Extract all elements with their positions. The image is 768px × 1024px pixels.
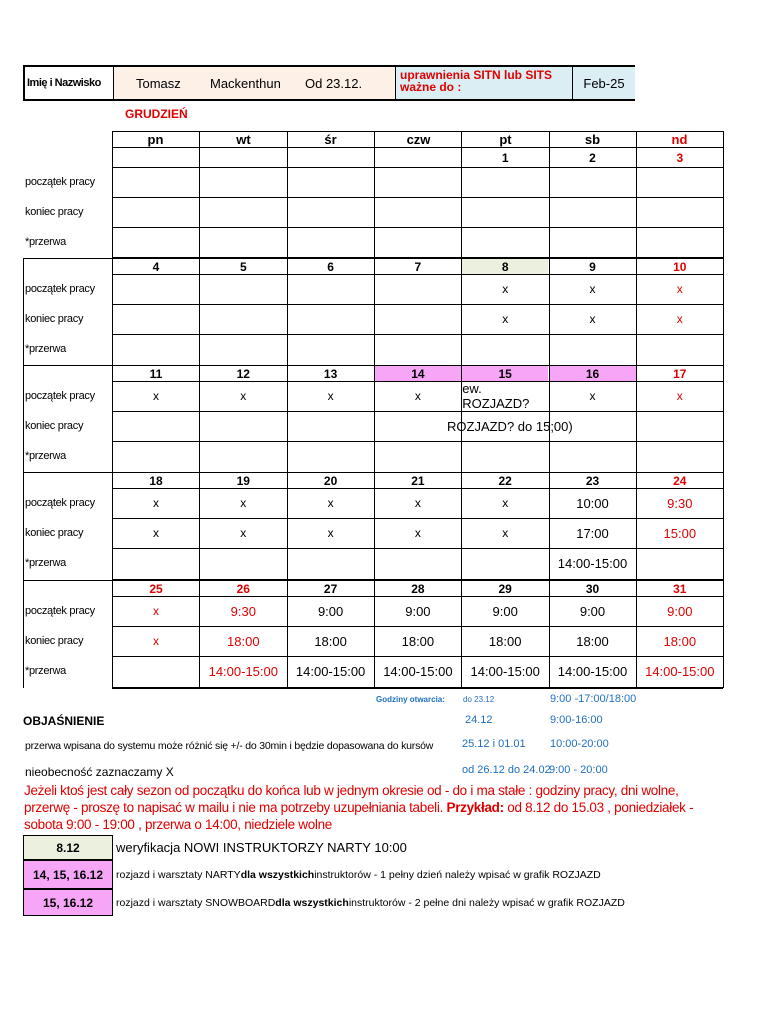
grid-line [23, 580, 723, 581]
row-label-end: koniec pracy [25, 420, 84, 432]
cell-start [375, 167, 461, 197]
cell-start [288, 167, 374, 197]
cell-break: 14:00-15:00 [208, 663, 278, 679]
date-cell: 24 [673, 473, 687, 488]
row-label-end: koniec pracy [25, 527, 84, 539]
cell-break [113, 548, 199, 578]
grid-line [112, 131, 723, 132]
cell-end: x [676, 312, 683, 326]
legend-text-2-post: instruktorów - 2 pełne dni należy wpisać w grafik ROZJAZD [348, 896, 625, 909]
notes-red3: sobota 9:00 - 19:00 , przerwa o 14:00, niedziele wolne [24, 817, 333, 832]
cell-end [200, 304, 286, 334]
legend-text-2-pre: rozjazd i warsztaty SNOWBOARD [116, 896, 276, 909]
date-cell: 25 [149, 581, 163, 596]
notes-red2b: Przykład: [446, 800, 504, 815]
cell-break [637, 227, 723, 257]
legend-text-1 [116, 860, 601, 889]
legend-text-1-pre: rozjazd i warsztaty NARTY [116, 868, 241, 881]
day-header-pt: pt [499, 131, 512, 147]
legend-text-0: weryfikacja NOWI INSTRUKTORZY NARTY 10:00 [116, 840, 407, 855]
cell-break [550, 441, 636, 471]
date-cell [200, 149, 286, 167]
legend-badge-2: 15, 16.12 [23, 889, 113, 916]
cell-start [550, 167, 636, 197]
row-label-start: początek pracy [25, 605, 95, 617]
day-header-nd: nd [671, 131, 688, 147]
cell-end: x [153, 526, 159, 540]
date-cell: 12 [236, 366, 250, 381]
date-cell [288, 149, 374, 167]
cell-start: 9:00 [492, 603, 518, 619]
cell-start: 9:00 [405, 603, 431, 619]
end-merged-note: ROZJAZD? do 15;00) [447, 418, 573, 434]
cell-start: ew. ROZJAZD? [462, 381, 530, 411]
grid-line [23, 365, 723, 366]
cell-start: 9:00 [317, 603, 344, 619]
row-label-start: początek pracy [25, 497, 95, 509]
cell-start: x [502, 282, 509, 296]
name-cell [114, 67, 396, 99]
day-header-śr: śr [324, 131, 337, 147]
permissions-line1: uprawnienia SITN lub SITS [400, 68, 553, 82]
cell-break [462, 441, 548, 471]
date-cell: 21 [411, 473, 425, 488]
cell-end [200, 197, 286, 227]
cell-start: x [327, 496, 334, 510]
cell-start [200, 274, 286, 304]
cell-break [288, 227, 374, 257]
cell-break [637, 548, 723, 578]
date-cell: 28 [411, 581, 425, 596]
date-cell: 16 [550, 366, 636, 381]
cell-end: x [327, 526, 334, 540]
hours-date-2: 25.12 i 01.01 [462, 738, 526, 750]
cell-start [637, 167, 723, 197]
expiry-date: Feb-25 [573, 67, 635, 99]
cell-start: x [589, 282, 596, 296]
date-cell [113, 149, 199, 167]
header-table [23, 65, 635, 101]
cell-start: x [240, 496, 247, 510]
notes-red2 [24, 800, 693, 815]
cell-start: x [414, 496, 421, 510]
date-cell: 10 [673, 259, 687, 274]
cell-start: x [240, 389, 247, 403]
legend-badge-0: 8.12 [23, 835, 113, 860]
cell-start: x [589, 389, 596, 403]
cell-start: x [153, 389, 159, 403]
cell-end: x [502, 526, 509, 540]
cell-start: 9:30 [230, 603, 256, 619]
cell-end: x [502, 312, 509, 326]
cell-break [637, 334, 723, 364]
cell-end [113, 197, 199, 227]
cell-break [200, 227, 286, 257]
cell-break [375, 441, 461, 471]
date-cell: 5 [239, 259, 247, 274]
grid-line [112, 687, 723, 688]
date-cell: 4 [152, 259, 160, 274]
notes-red2c: od 8.12 do 15.03 , poniedziałek - [503, 800, 694, 815]
cell-break: 14:00-15:00 [645, 663, 715, 679]
hours-time-3: 9:00 - 20:00 [549, 764, 608, 776]
date-cell: 23 [585, 473, 600, 488]
cell-break [200, 441, 286, 471]
date-cell: 29 [498, 581, 512, 596]
hours-title: Godziny otwarcia: [376, 695, 445, 704]
cell-end: 17:00 [576, 525, 609, 541]
grid-line [23, 258, 24, 688]
grid-line [112, 147, 723, 148]
cell-end: 18:00 [314, 633, 347, 649]
legend-text-1-post: instruktorów - 1 pełny dzień należy wpisać w grafik ROZJAZD [314, 868, 601, 881]
date-cell: 2 [589, 151, 596, 165]
cell-end [288, 304, 374, 334]
date-cell: 17 [673, 366, 687, 381]
cell-break [113, 334, 199, 364]
hours-date-0: do 23.12 [463, 695, 495, 704]
cell-end [462, 197, 548, 227]
day-header-pn: pn [147, 131, 164, 147]
date-cell: 11 [149, 366, 163, 381]
cell-end: 18:00 [576, 633, 609, 649]
grid-line [112, 688, 723, 689]
cell-end [288, 197, 374, 227]
date-cell: 18 [149, 473, 163, 488]
hours-date-1: 24.12 [465, 714, 493, 726]
cell-end: x [240, 526, 247, 540]
cell-start: x [676, 389, 683, 403]
hours-time-2: 10:00-20:00 [550, 738, 609, 750]
date-cell: 27 [323, 581, 338, 596]
month-title: GRUDZIEŃ [125, 107, 188, 121]
grid-line [23, 258, 723, 259]
date-cell: 14 [375, 366, 461, 381]
date-cell: 8 [462, 259, 548, 274]
cell-break [375, 227, 461, 257]
cell-break: 14:00-15:00 [383, 663, 453, 679]
row-label-end: koniec pracy [25, 313, 84, 325]
date-cell: 1 [501, 151, 509, 165]
row-label-start: początek pracy [25, 176, 95, 188]
cell-break [462, 334, 548, 364]
cell-start: 9:00 [579, 603, 606, 619]
row-label-break: *przerwa [25, 450, 67, 462]
cell-break [288, 548, 374, 578]
row-label-end: koniec pracy [25, 635, 84, 647]
cell-end [375, 304, 461, 334]
cell-break [288, 334, 374, 364]
cell-end: 18:00 [401, 633, 435, 649]
cell-start: x [153, 604, 159, 618]
cell-start [113, 274, 199, 304]
cell-end: 18:00 [227, 633, 260, 649]
row-label-break: *przerwa [25, 343, 67, 355]
cell-break [288, 441, 374, 471]
cell-start [200, 167, 286, 197]
hours-time-1: 9:00-16:00 [550, 714, 603, 726]
date-cell: 31 [673, 581, 687, 596]
date-cell: 22 [498, 473, 512, 488]
cell-end: x [589, 312, 596, 326]
cell-start [288, 274, 374, 304]
permissions-line2: ważne do : [400, 80, 462, 94]
cell-break [637, 441, 723, 471]
date-cell: 19 [236, 473, 250, 488]
row-label-break: *przerwa [25, 236, 67, 248]
date-cell: 13 [323, 366, 338, 381]
cell-start [462, 167, 548, 197]
cell-break: 14:00-15:00 [470, 663, 540, 679]
cell-end [550, 197, 636, 227]
cell-break [113, 441, 199, 471]
notes-red1: Jeżeli ktoś jest cały sezon od początku do końca lub w jednym okresie od - do i ma stałe : godziny pracy, dni wolne, [24, 783, 679, 798]
permissions-cell [396, 67, 573, 99]
cell-break [462, 548, 548, 578]
cell-end [375, 197, 461, 227]
day-header-sb: sb [584, 131, 601, 147]
hours-time-0: 9:00 -17:00/18:00 [550, 693, 637, 705]
cell-break [375, 334, 461, 364]
date-cell: 6 [327, 259, 334, 274]
date-cell: 26 [236, 581, 250, 596]
cell-start [113, 167, 199, 197]
cell-break [550, 334, 636, 364]
cell-break [200, 334, 286, 364]
row-label-break: *przerwa [25, 665, 67, 677]
cell-end: x [153, 634, 159, 648]
cell-start: 10:00 [576, 495, 609, 511]
notes-heading: OBJAŚNIENIE [23, 714, 105, 728]
cell-break [113, 656, 199, 686]
first-name: Tomasz [136, 75, 181, 91]
hours-date-3: od 26.12 do 24.02 [462, 764, 551, 776]
date-cell: 3 [676, 151, 684, 165]
last-name: Mackenthun [210, 75, 281, 91]
cell-break: 14:00-15:00 [557, 663, 628, 679]
date-cell [375, 149, 461, 167]
cell-start: 9:30 [667, 495, 693, 511]
row-label-break: *przerwa [25, 557, 67, 569]
cell-end [113, 304, 199, 334]
name-label: Imię i Nazwisko [25, 67, 114, 99]
notes-line2: nieobecność zaznaczamy X [25, 765, 174, 779]
cell-start: x [153, 496, 159, 510]
date-cell: 20 [323, 473, 338, 488]
legend-badge-1: 14, 15, 16.12 [23, 860, 113, 889]
cell-end: 15:00 [663, 525, 697, 541]
cell-start: x [502, 496, 509, 510]
legend-text-1-bold: dla wszystkich [240, 868, 315, 881]
row-label-start: początek pracy [25, 390, 95, 402]
cell-end: 18:00 [663, 633, 697, 649]
cell-start: x [327, 389, 334, 403]
cell-start: 9:00 [667, 603, 693, 619]
cell-break [462, 227, 548, 257]
day-header-wt: wt [236, 131, 251, 147]
cell-break: 14:00-15:00 [295, 663, 366, 679]
cell-end: x [414, 526, 421, 540]
date-cell: 9 [589, 259, 596, 274]
cell-break: 14:00-15:00 [557, 555, 628, 571]
legend-text-2-bold: dla wszystkich [275, 896, 349, 909]
grid-line [723, 131, 724, 688]
cell-break [550, 227, 636, 257]
cell-start [375, 274, 461, 304]
notes-line1: przerwa wpisana do systemu może różnić się +/- do 30min i będzie dopasowana do kursów [25, 740, 434, 752]
date-cell: 7 [414, 259, 422, 274]
date-cell: 30 [585, 581, 600, 596]
cell-break [113, 227, 199, 257]
row-label-end: koniec pracy [25, 206, 84, 218]
cell-break [375, 548, 461, 578]
row-label-start: początek pracy [25, 283, 95, 295]
date-cell: 15 [462, 366, 548, 381]
day-header-czw: czw [406, 131, 431, 147]
cell-start: x [414, 389, 421, 403]
notes-red2a: przerwę - proszę to napisać w mailu i nie ma potrzeby uzupełniania tabeli. [24, 800, 444, 815]
cell-start: x [676, 282, 683, 296]
cell-break [200, 548, 286, 578]
from-date: Od 23.12. [305, 75, 363, 91]
cell-end [637, 197, 723, 227]
grid-line [23, 472, 723, 473]
legend-text-2 [116, 889, 625, 916]
cell-end: 18:00 [488, 633, 522, 649]
